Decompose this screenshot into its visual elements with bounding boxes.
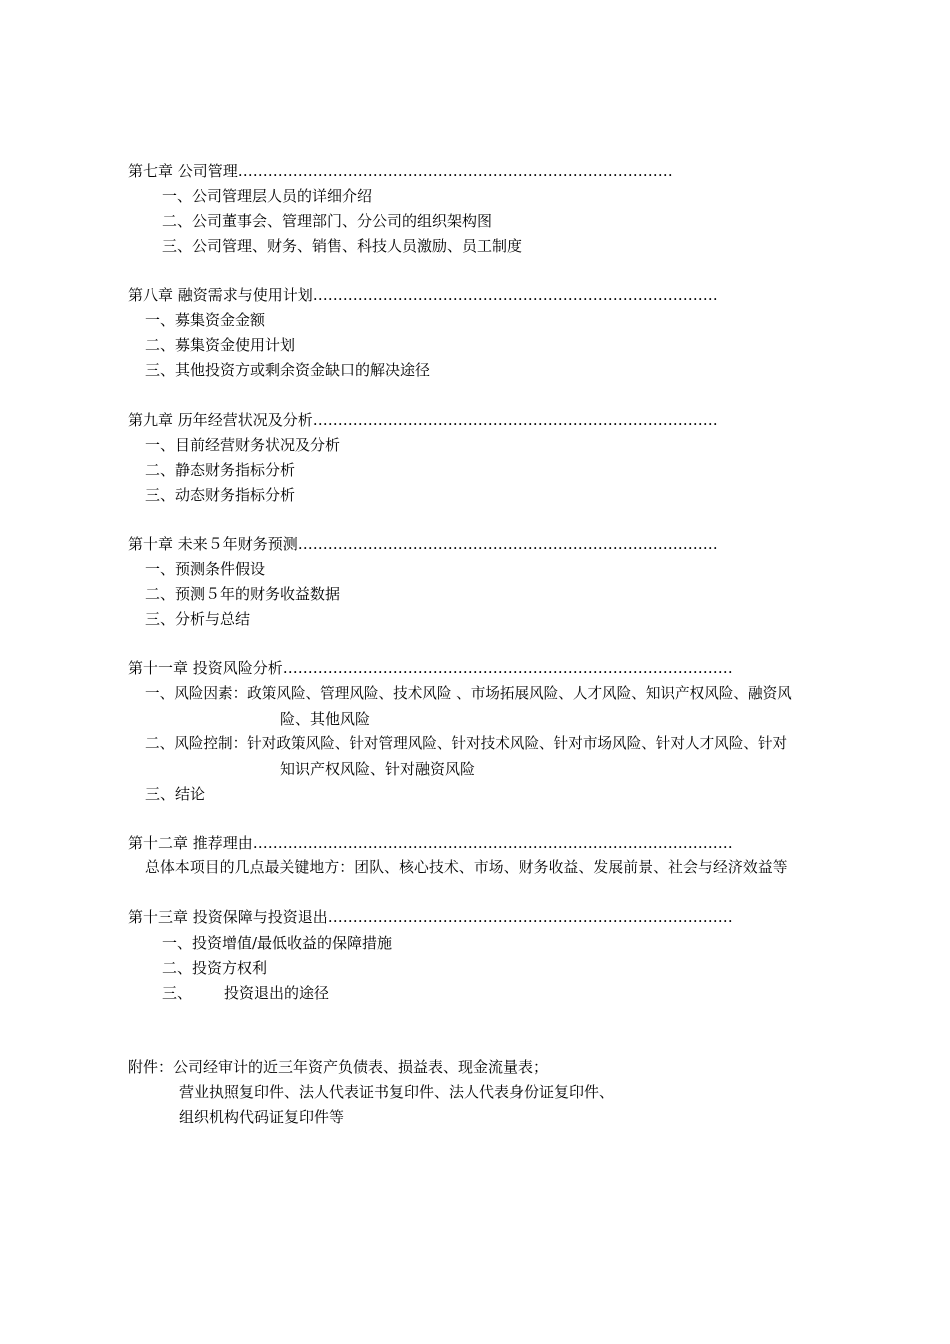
chapter-11-item-3: 三、结论 <box>145 785 206 803</box>
chapter-9-title: 第九章 历年经营状况及分析 <box>128 411 313 429</box>
chapter-13-heading <box>128 908 733 926</box>
chapter-13-item-3 <box>162 984 329 1002</box>
chapter-7-heading <box>128 162 673 180</box>
chapter-13-item-2: 二、投资方权利 <box>162 959 268 977</box>
chapter-11-title: 第十一章 投资风险分析 <box>128 659 283 677</box>
chapter-9-item-3: 三、动态财务指标分析 <box>145 486 296 504</box>
chapter-11-item-2-continued: 知识产权风险、针对融资风险 <box>280 760 476 778</box>
chapter-10-title: 第十章 未来５年财务预测 <box>128 535 298 553</box>
chapter-11-item-1: 一、风险因素：政策风险、管理风险、技术风险 、市场拓展风险、人才风险、知识产权风险、融资风 <box>145 685 792 702</box>
chapter-7-item-1: 一、公司管理层人员的详细介绍 <box>162 187 373 205</box>
chapter-10-item-3: 三、分析与总结 <box>145 610 251 628</box>
attachment-line-3: 组织机构代码证复印件等 <box>179 1108 345 1126</box>
chapter-8-item-1: 一、募集资金金额 <box>145 311 266 329</box>
chapter-7-leader-dots: …………………………………………………………………………… <box>237 162 673 180</box>
chapter-8-heading <box>128 286 718 304</box>
chapter-8-item-3: 三、其他投资方或剩余资金缺口的解决途径 <box>145 361 431 379</box>
chapter-13-item-3-text: 投资退出的途径 <box>224 984 330 1002</box>
chapter-10-heading <box>128 535 718 553</box>
chapter-9-item-2: 二、静态财务指标分析 <box>145 461 296 479</box>
chapter-11-leader-dots: ……………………………………………………………………………… <box>282 659 733 677</box>
chapter-12-leader-dots: …………………………………………………………………………………… <box>252 834 733 852</box>
chapter-12-summary: 总体本项目的几点最关键地方：团队、核心技术、市场、财务收益、发展前景、社会与经济效益等 <box>145 859 788 876</box>
chapter-13-item-1: 一、投资增值/最低收益的保障措施 <box>162 934 393 952</box>
chapter-12-heading <box>128 834 733 852</box>
chapter-7-title: 第七章 公司管理 <box>128 162 238 180</box>
attachment-line-1: 附件：公司经审计的近三年资产负债表、损益表、现金流量表； <box>128 1058 549 1076</box>
chapter-10-leader-dots: ………………………………………………………………………… <box>297 535 718 553</box>
chapter-7-item-3: 三、公司管理、财务、销售、科技人员激励、员工制度 <box>162 237 523 255</box>
chapter-9-heading <box>128 411 718 429</box>
chapter-12-title: 第十二章 推荐理由 <box>128 834 253 852</box>
attachment-line-2: 营业执照复印件、法人代表证书复印件、法人代表身份证复印件、 <box>179 1083 615 1101</box>
chapter-7-item-2: 二、公司董事会、管理部门、分公司的组织架构图 <box>162 212 493 230</box>
chapter-8-leader-dots: ……………………………………………………………………… <box>312 286 718 304</box>
chapter-8-item-2: 二、募集资金使用计划 <box>145 336 296 354</box>
chapter-13-title: 第十三章 投资保障与投资退出 <box>128 908 328 926</box>
chapter-11-heading <box>128 659 733 677</box>
chapter-13-leader-dots: ……………………………………………………………………… <box>327 908 733 926</box>
chapter-8-title: 第八章 融资需求与使用计划 <box>128 286 313 304</box>
chapter-10-item-1: 一、预测条件假设 <box>145 560 266 578</box>
chapter-13-item-3-number: 三、 <box>162 984 193 1002</box>
chapter-11-item-2: 二、风险控制：针对政策风险、针对管理风险、针对技术风险、针对市场风险、针对人才风险、针对 <box>145 735 788 752</box>
chapter-9-leader-dots: ……………………………………………………………………… <box>312 411 718 429</box>
chapter-10-item-2: 二、预测５年的财务收益数据 <box>145 585 341 603</box>
chapter-9-item-1: 一、目前经营财务状况及分析 <box>145 436 341 454</box>
chapter-11-item-1-continued: 险、其他风险 <box>280 710 371 728</box>
